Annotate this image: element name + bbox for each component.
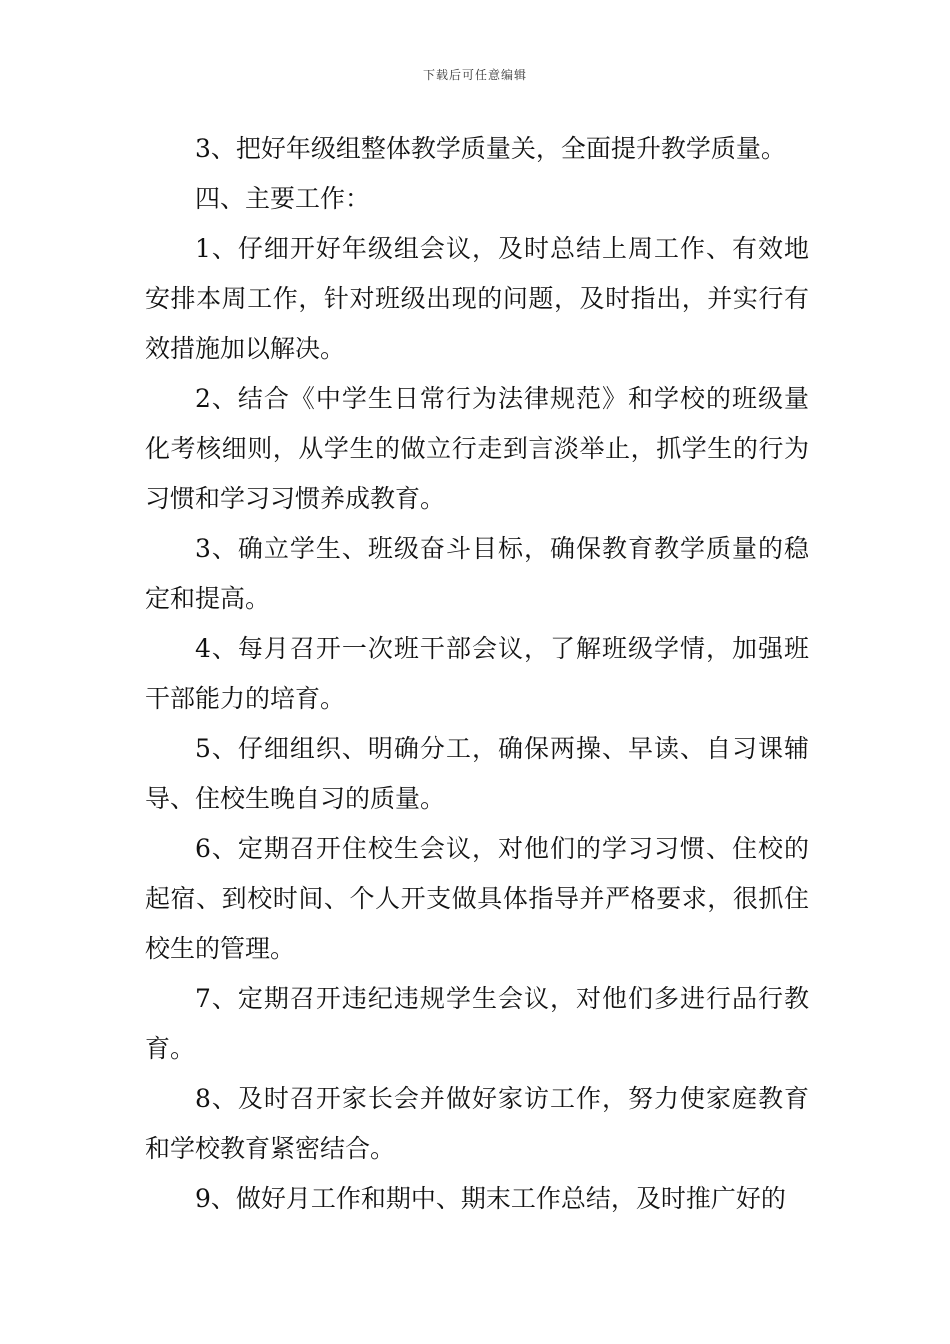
paragraph: 6、定期召开住校生会议，对他们的学习习惯、住校的起宿、到校时间、个人开支做具体指导并严格要求，很抓住校生的管理。 <box>145 834 809 963</box>
document-body <box>145 124 809 1224</box>
paragraph: 3、确立学生、班级奋斗目标，确保教育教学质量的稳定和提高。 <box>145 534 809 613</box>
paragraph: 7、定期召开违纪违规学生会议，对他们多进行品行教育。 <box>145 984 809 1063</box>
paragraph: 8、及时召开家长会并做好家访工作，努力使家庭教育和学校教育紧密结合。 <box>145 1084 809 1163</box>
section-heading: 四、主要工作： <box>195 184 371 213</box>
paragraph: 9、做好月工作和期中、期末工作总结，及时推广好的 <box>195 1184 786 1213</box>
paragraph: 1、仔细开好年级组会议，及时总结上周工作、有效地安排本周工作，针对班级出现的问题，及时指出，并实行有效措施加以解决。 <box>145 234 809 363</box>
paragraph: 5、仔细组织、明确分工，确保两操、早读、自习课辅导、住校生晚自习的质量。 <box>145 734 809 813</box>
paragraph: 3、把好年级组整体教学质量关，全面提升教学质量。 <box>195 134 786 163</box>
paragraph: 4、每月召开一次班干部会议，了解班级学情，加强班干部能力的培育。 <box>145 634 809 713</box>
paragraph: 2、结合《中学生日常行为法律规范》和学校的班级量化考核细则，从学生的做立行走到言淡举止，抓学生的行为习惯和学习习惯养成教育。 <box>145 384 809 513</box>
page-header: 下载后可任意编辑 <box>422 68 527 82</box>
